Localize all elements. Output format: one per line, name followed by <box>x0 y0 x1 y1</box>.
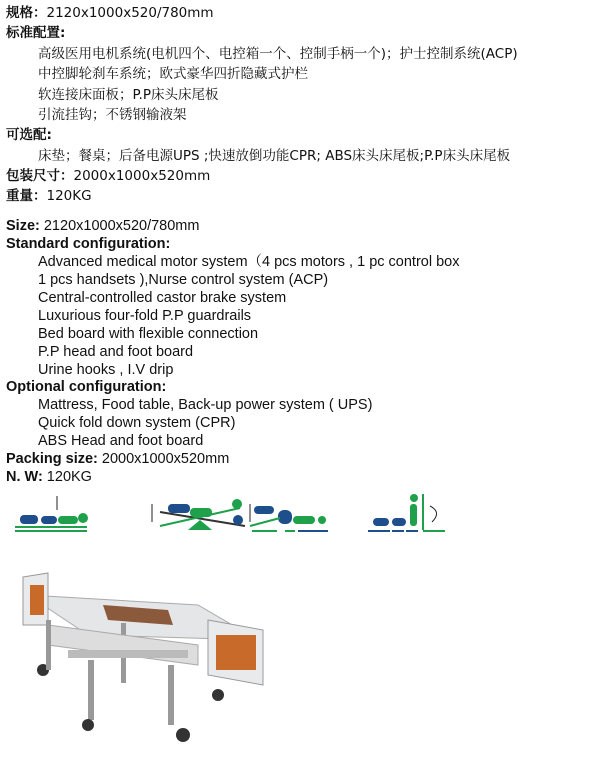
value: 2120x1000x520/780mm <box>39 218 200 234</box>
en-std-item: P.P head and foot board <box>38 344 194 360</box>
cn-nw <box>6 187 92 205</box>
cn-pack <box>6 167 210 185</box>
en-opt-item: Mattress, Food table, Back-up power system ( UPS) <box>38 397 373 413</box>
en-std-item: Luxurious four-fold P.P guardrails <box>38 308 252 324</box>
en-std-heading <box>6 235 170 253</box>
height-adjust-icon <box>15 496 88 532</box>
label: 重量： <box>6 188 47 204</box>
en-std-item: Bed board with flexible connection <box>38 326 259 342</box>
label: N. W: <box>6 469 43 485</box>
cn-std-item: 软连接床面板；P.P床头床尾板 <box>38 87 219 103</box>
back-raise-icon <box>250 506 328 532</box>
en-opt-item: Quick fold down system (CPR) <box>38 415 236 431</box>
en-nw <box>6 468 92 486</box>
en-std-item: Advanced medical motor system（4 pcs motors , 1 pc control box <box>38 254 460 270</box>
cn-std-item: 中控脚轮刹车系统；欧式豪华四折隐藏式护栏 <box>38 66 308 82</box>
en-size <box>6 217 199 235</box>
value: 2000x1000x520mm <box>97 451 230 467</box>
en-pack <box>6 450 229 468</box>
label: Optional configuration: <box>6 379 167 395</box>
cn-std-item: 引流挂钩；不锈钢输液架 <box>38 107 187 123</box>
en-std-item: 1 pcs handsets ),Nurse control system (ACP) <box>38 272 329 288</box>
cn-opt-item: 床垫；餐桌；后备电源UPS ;快速放倒功能CPR; ABS床头床尾板;P.P床头床尾板 <box>38 148 511 164</box>
label: 标准配置: <box>6 25 66 41</box>
cn-size <box>6 4 214 22</box>
value: 120KG <box>46 188 92 204</box>
bed-position-icons <box>0 490 615 540</box>
label: Standard configuration: <box>6 236 171 252</box>
en-std-item: Urine hooks , I.V drip <box>38 362 174 378</box>
en-std-item: Central-controlled castor brake system <box>38 290 287 306</box>
label: Size: <box>6 218 40 234</box>
cardiac-chair-icon <box>368 494 445 532</box>
label: 包装尺寸： <box>6 168 74 184</box>
label: 可选配: <box>6 127 52 143</box>
value: 2120x1000x520/780mm <box>46 5 214 21</box>
value: 120KG <box>42 469 92 485</box>
cn-std-heading <box>6 24 65 42</box>
hospital-bed-image <box>8 565 273 755</box>
cn-opt-heading <box>6 126 52 144</box>
label: Packing size: <box>6 451 98 467</box>
value: 2000x1000x520mm <box>73 168 211 184</box>
cn-std-item: 高级医用电机系统(电机四个、电控箱一个、控制手柄一个)；护士控制系统(ACP) <box>38 46 518 62</box>
trendelenburg-icon <box>152 499 250 530</box>
label: 规格： <box>6 5 47 21</box>
en-opt-item: ABS Head and foot board <box>38 433 204 449</box>
en-opt-heading <box>6 378 166 396</box>
